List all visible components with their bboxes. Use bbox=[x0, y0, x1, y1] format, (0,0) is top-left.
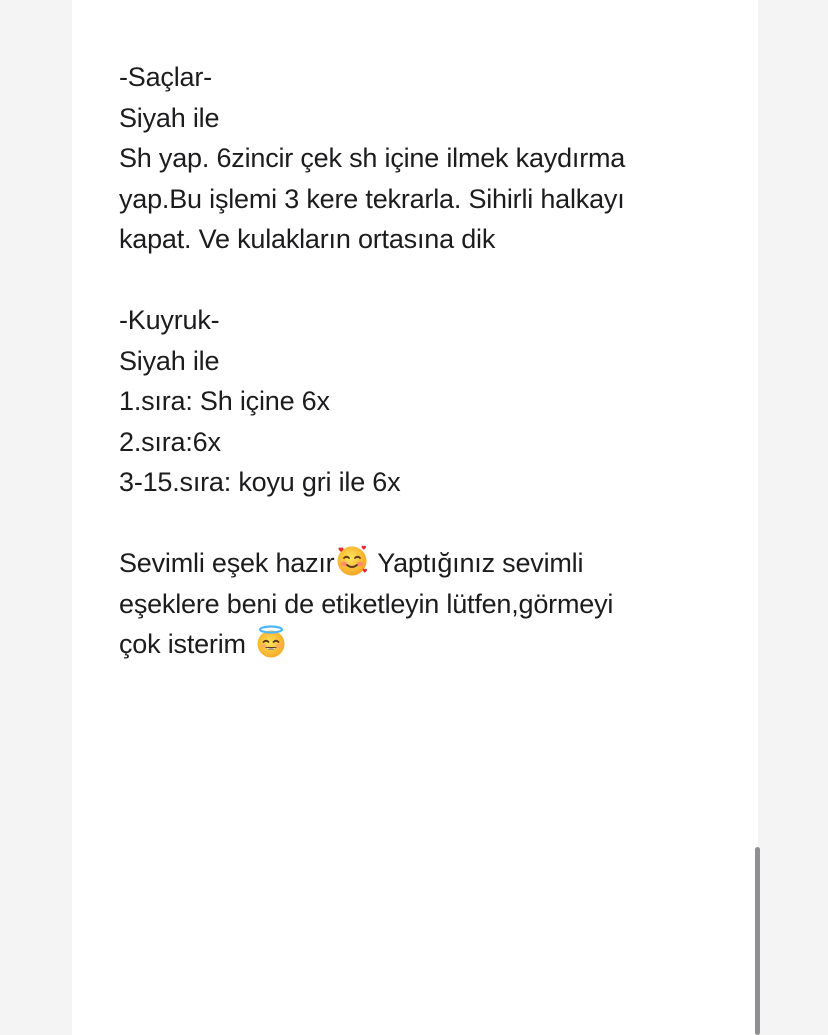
blank-line bbox=[119, 260, 719, 301]
smiling-face-with-halo-icon bbox=[254, 625, 288, 659]
hair-instruction-line: yap.Bu işlemi 3 kere tekrarla. Sihirli halkayı bbox=[119, 183, 625, 214]
tail-row-line: 2.sıra:6x bbox=[119, 426, 221, 457]
tail-section-title: -Kuyruk- bbox=[119, 305, 220, 335]
closing-line-2: eşeklere beni de etiketleyin lütfen,görmeyi bbox=[119, 588, 614, 619]
closing-text-start: Sevimli eşek hazır bbox=[119, 548, 335, 578]
hair-color-line: Siyah ile bbox=[119, 102, 220, 133]
tail-row-line: 3-15.sıra: koyu gri ile 6x bbox=[119, 467, 401, 497]
smiling-face-with-hearts-icon bbox=[335, 544, 369, 578]
hair-instruction-line: kapat. Ve kulakların ortasına dik bbox=[119, 224, 496, 254]
tail-color-line: Siyah ile bbox=[119, 345, 220, 376]
closing-line-1 bbox=[119, 543, 719, 584]
closing-text-end: Yaptığınız sevimli bbox=[370, 548, 584, 578]
tail-row-line: 1.sıra: Sh içine 6x bbox=[119, 386, 330, 416]
vertical-scrollbar[interactable] bbox=[755, 847, 760, 1035]
closing-line-3-text: çok isterim bbox=[119, 629, 254, 659]
blank-line bbox=[119, 503, 719, 544]
hair-instruction-line: Sh yap. 6zincir çek sh içine ilmek kaydırma bbox=[119, 143, 626, 173]
left-margin bbox=[0, 0, 72, 1035]
closing-line-3 bbox=[119, 624, 719, 665]
note-body[interactable] bbox=[119, 57, 719, 665]
right-margin bbox=[758, 0, 828, 1035]
hair-section-title: -Saçlar- bbox=[119, 62, 212, 92]
